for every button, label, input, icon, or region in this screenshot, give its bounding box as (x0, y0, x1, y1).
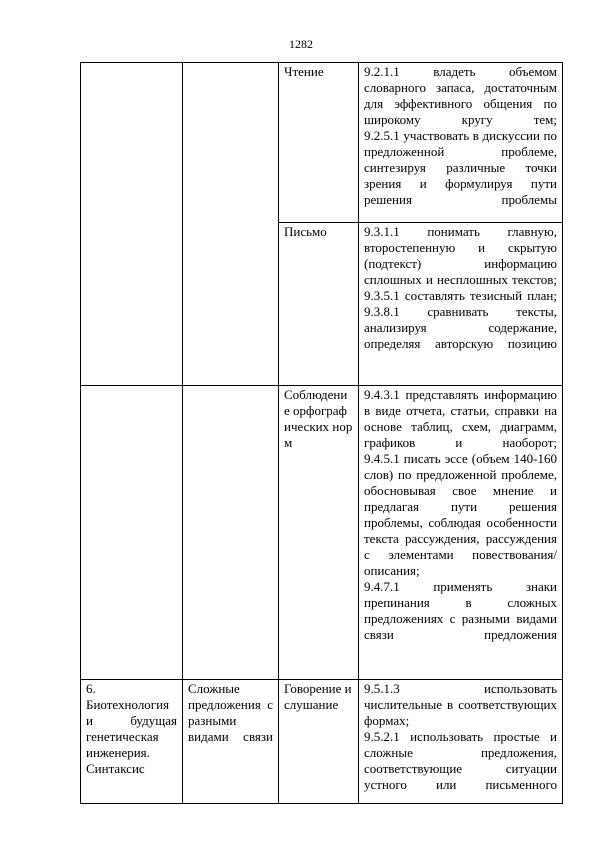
objective-text: 9.5.1.3 использовать числительные в соответствующих формах; (364, 681, 557, 728)
theme-cell-empty (81, 386, 183, 680)
skill-cell (279, 386, 359, 680)
objectives-cell (359, 223, 563, 386)
objective-text: 9.4.5.1 писать эссе (объем 140-160 слов) по предложенной проблеме, обосновывая свое мнение и предлагая пути решения проблемы, соблюдая особенности текста рассуждения, рассуждения с элементами повествования/ описания; (364, 451, 557, 578)
topic-cell-empty (183, 63, 279, 386)
skill-label: Соблюдение орфографических норм (284, 387, 353, 450)
theme-label: 6. Биотехнология и будущая генетическая инженерия. Синтаксис (86, 681, 177, 776)
skill-cell (279, 680, 359, 804)
table-row (81, 386, 563, 680)
table-row (81, 63, 563, 223)
objective-text: 9.3.1.1 понимать главную, второстепенную и скрытую (подтекст) информацию сплошных и несплошных текстов; (364, 224, 557, 287)
objectives-cell (359, 386, 563, 680)
topic-cell (183, 680, 279, 804)
theme-cell (81, 680, 183, 804)
topic-label: Сложные предложения с разными видами связи (188, 681, 273, 744)
objectives-cell (359, 680, 563, 804)
objective-text: 9.3.8.1 сравнивать тексты, анализируя содержание, определяя авторскую позицию (364, 304, 557, 351)
page-number: 1282 (289, 37, 313, 51)
objective-text: 9.4.3.1 представлять информацию в виде отчета, статьи, справки на основе таблиц, схем, диаграмм, графиков и наоборот; (364, 387, 557, 450)
objective-text: 9.4.7.1 применять знаки препинания в сложных предложениях с разными видами связи предложения (364, 579, 557, 642)
objective-text: 9.2.5.1 участвовать в дискуссии по предложенной проблеме, синтезируя различные точки зрения и формулируя пути решения проблемы (364, 128, 557, 207)
skill-label: Чтение (284, 64, 324, 79)
topic-cell-empty (183, 386, 279, 680)
skill-cell (279, 63, 359, 223)
skill-label: Говорение и слушание (284, 681, 352, 712)
skill-cell (279, 223, 359, 386)
skill-label: Письмо (284, 224, 327, 239)
table-row (81, 680, 563, 804)
objectives-cell (359, 63, 563, 223)
objective-text: 9.2.1.1 владеть объемом словарного запаса, достаточным для эффективного общения по широкому кругу тем; (364, 64, 557, 127)
objective-text: 9.3.5.1 составлять тезисный план; (364, 288, 557, 303)
objective-text: 9.5.2.1 использовать простые и сложные предложения, соответствующие ситуации устного или письменного (364, 729, 557, 792)
theme-cell-empty (81, 63, 183, 386)
curriculum-table (80, 62, 563, 804)
